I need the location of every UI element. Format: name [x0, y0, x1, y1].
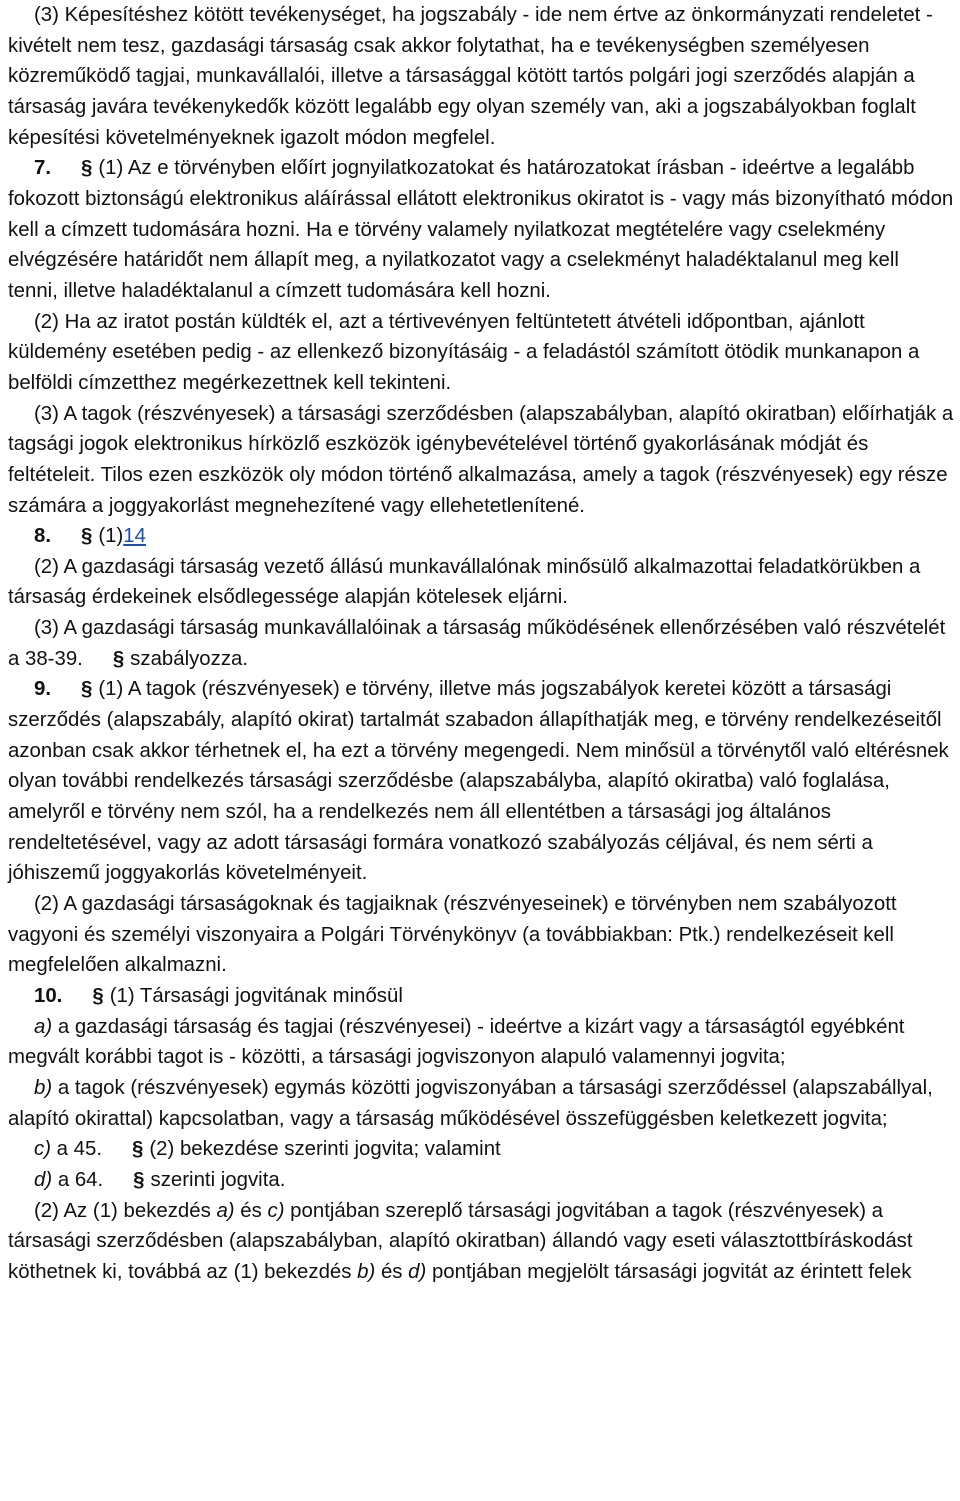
paragraph-capacity: (3) Képesítéshez kötött tevékenységet, ha jogszabály - ide nem értve az önkormányzati rendeletet - kivételt nem tesz, gazdasági társaság csak akkor folytathat, ha e tevékenységben személyesen közreműködő tagjai, munkavállalói, illetve a társasággal kötött tartós polgári jogi szerződés alapján a társaság javára tevékenykedők között legalább egy olyan személy van, aki a jogszabályokban foglalt képesítési követelményeknek igazolt módon megfelel.	[8, 4, 933, 149]
p2-ref-c: c)	[267, 1199, 285, 1222]
paragraph-sign-icon: §	[81, 678, 93, 701]
section-10-paragraph-1	[8, 981, 954, 1012]
p2-text-1: (2) Az (1) bekezdés	[34, 1199, 211, 1222]
section-8-p3-tail: szabályozza.	[130, 647, 249, 670]
list-item-c	[8, 1134, 954, 1165]
section-8-text: (1)	[98, 525, 124, 548]
section-9-paragraph-2: (2) A gazdasági társaságoknak és tagjaiknak (részvényeseinek) e törvényben nem szabályozott vagyoni és személyi viszonyaira a Polgári Törvénykönyv (a továbbiakban: Ptk.) rendelkezéseit kell megfelelően alkalmazni.	[8, 893, 897, 977]
section-8-number: 8.	[34, 525, 52, 548]
paragraph-sign-icon: §	[92, 985, 104, 1007]
section-8-paragraph-2: (2) A gazdasági társaság vezető állású munkavállalónak minősülő alkalmazottai feladatkörükben a társaság érdekeinek elsődlegessége alapján kötelesek eljárni.	[8, 555, 921, 609]
section-10-paragraph-2	[8, 1196, 954, 1288]
paragraph-sign-icon: §	[133, 1168, 145, 1191]
section-9-text: (1) A tagok (részvényesek) e törvény, illetve más jogszabályok keretei között a társasági szerződés (alapszabály, alapító okirat) tartalmát szabadon állapíthatják meg, e törvény rendelkezéseitől azonban csak akkor térhetnek el, ha ezt a törvény megengedi. Nem minősül a törvénytől való eltérésnek olyan további rendelkezés társasági szerződésbe (alapszabályba, alapító okiratba) való foglalása, amelyről e törvény nem szól, ha a rendelkezés nem áll ellentétben a társasági jog általános rendeltetésével, vagy az adott társasági formára vonatkozó szabályozás céljával, és nem sérti a jóhiszemű joggyakorlás követelményeit.	[8, 678, 949, 885]
paragraph-sign-icon: §	[112, 647, 125, 670]
paragraph-sign-icon: §	[81, 525, 93, 548]
p2-ref-d: d)	[408, 1260, 427, 1283]
item-label: d)	[34, 1168, 53, 1191]
section-10-text: (1) Társasági jogvitának minősül	[109, 985, 403, 1007]
p2-text-4: és	[380, 1260, 403, 1283]
list-item-a	[8, 1012, 954, 1073]
p2-ref-b: b)	[357, 1260, 376, 1283]
item-label: c)	[34, 1138, 51, 1161]
section-7-paragraph-3: (3) A tagok (részvényesek) a társasági szerződésben (alapszabályban, alapító okiratban) előírhatják a tagsági jogok elektronikus hírközlő eszközök igénybevételével történő gyakorlásának módját és feltételeit. Tilos ezen eszközök oly módon történő alkalmazása, amely a tagok (részvényesek) egy része számára a joggyakorlást megnehezítené vagy ellehetetlenítené.	[8, 402, 954, 517]
p2-text-2: és	[240, 1199, 262, 1222]
item-text-tail: szerinti jogvita.	[150, 1168, 286, 1191]
list-item-d	[8, 1165, 954, 1196]
list-item-b	[8, 1073, 954, 1134]
section-10-number: 10.	[34, 985, 63, 1007]
paragraph-sign-icon: §	[81, 157, 93, 180]
item-text-tail: (2) bekezdése szerinti jogvita; valamint	[149, 1138, 501, 1161]
item-text: a gazdasági társaság és tagjai (részvényesei) - ideértve a kizárt vagy a társaságtól egyébként megvált korábbi tagot is - közötti, a társasági jogviszonyon alapuló valamennyi jogvita;	[8, 1015, 905, 1069]
item-label: a)	[34, 1015, 53, 1038]
item-text: a 64.	[57, 1168, 104, 1191]
section-7-paragraph-2: (2) Ha az iratot postán küldték el, azt a tértivevényen feltüntetett átvételi időpontban, ajánlott küldemény esetében pedig - az ellenkező bizonyításáig - a feladástól számított ötödik munkanapon a belföldi címzetthez megérkezettnek kell tekinteni.	[8, 310, 920, 394]
section-9-number: 9.	[34, 678, 52, 701]
section-8-paragraph-1	[8, 521, 954, 552]
section-9-paragraph-1	[8, 674, 954, 889]
footnote-link[interactable]: 14	[123, 525, 146, 548]
item-text: a 45.	[56, 1138, 103, 1161]
item-label: b)	[34, 1076, 53, 1099]
section-7-number: 7.	[34, 157, 52, 180]
section-7-text: (1) Az e törvényben előírt jognyilatkozatokat és határozatokat írásban - ideértve a legalább fokozott biztonságú elektronikus aláírással ellátott elektronikus okiratot is - vagy más bizonyítható módon kell a címzett tudomására hozni. Ha e törvény valamely nyilatkozat megtételére vagy cselekmény elvégzésére határidőt nem állapít meg, a nyilatkozatot vagy a cselekményt haladéktalanul meg kell tenni, illetve haladéktalanul a címzett tudomására kell hozni.	[8, 157, 954, 302]
section-8-paragraph-3	[8, 613, 954, 674]
section-7-paragraph-1	[8, 153, 954, 306]
item-text: a tagok (részvényesek) egymás közötti jogviszonyában a társasági szerződéssel (alapszabállyal, alapító okirattal) kapcsolatban, vagy a társaság működésével összefüggésben keletkezett jogvita;	[8, 1076, 933, 1130]
paragraph-sign-icon: §	[132, 1138, 144, 1161]
p2-text-3: pontjában szereplő társasági jogvitában a tagok (részvényesek) a társasági szerződésben (alapszabályban, alapító okiratban) állandó vagy eseti választottbíráskodást köthetnek ki, továbbá az (1) bekezdés	[8, 1199, 913, 1283]
section-8-p3-text: (3) A gazdasági társaság munkavállalóinak a társaság működésének ellenőrzésében való részvételét a 38-39.	[8, 617, 946, 670]
p2-text-5: pontjában megjelölt társasági jogvitát az érintett felek	[431, 1260, 912, 1283]
p2-ref-a: a)	[216, 1199, 235, 1222]
